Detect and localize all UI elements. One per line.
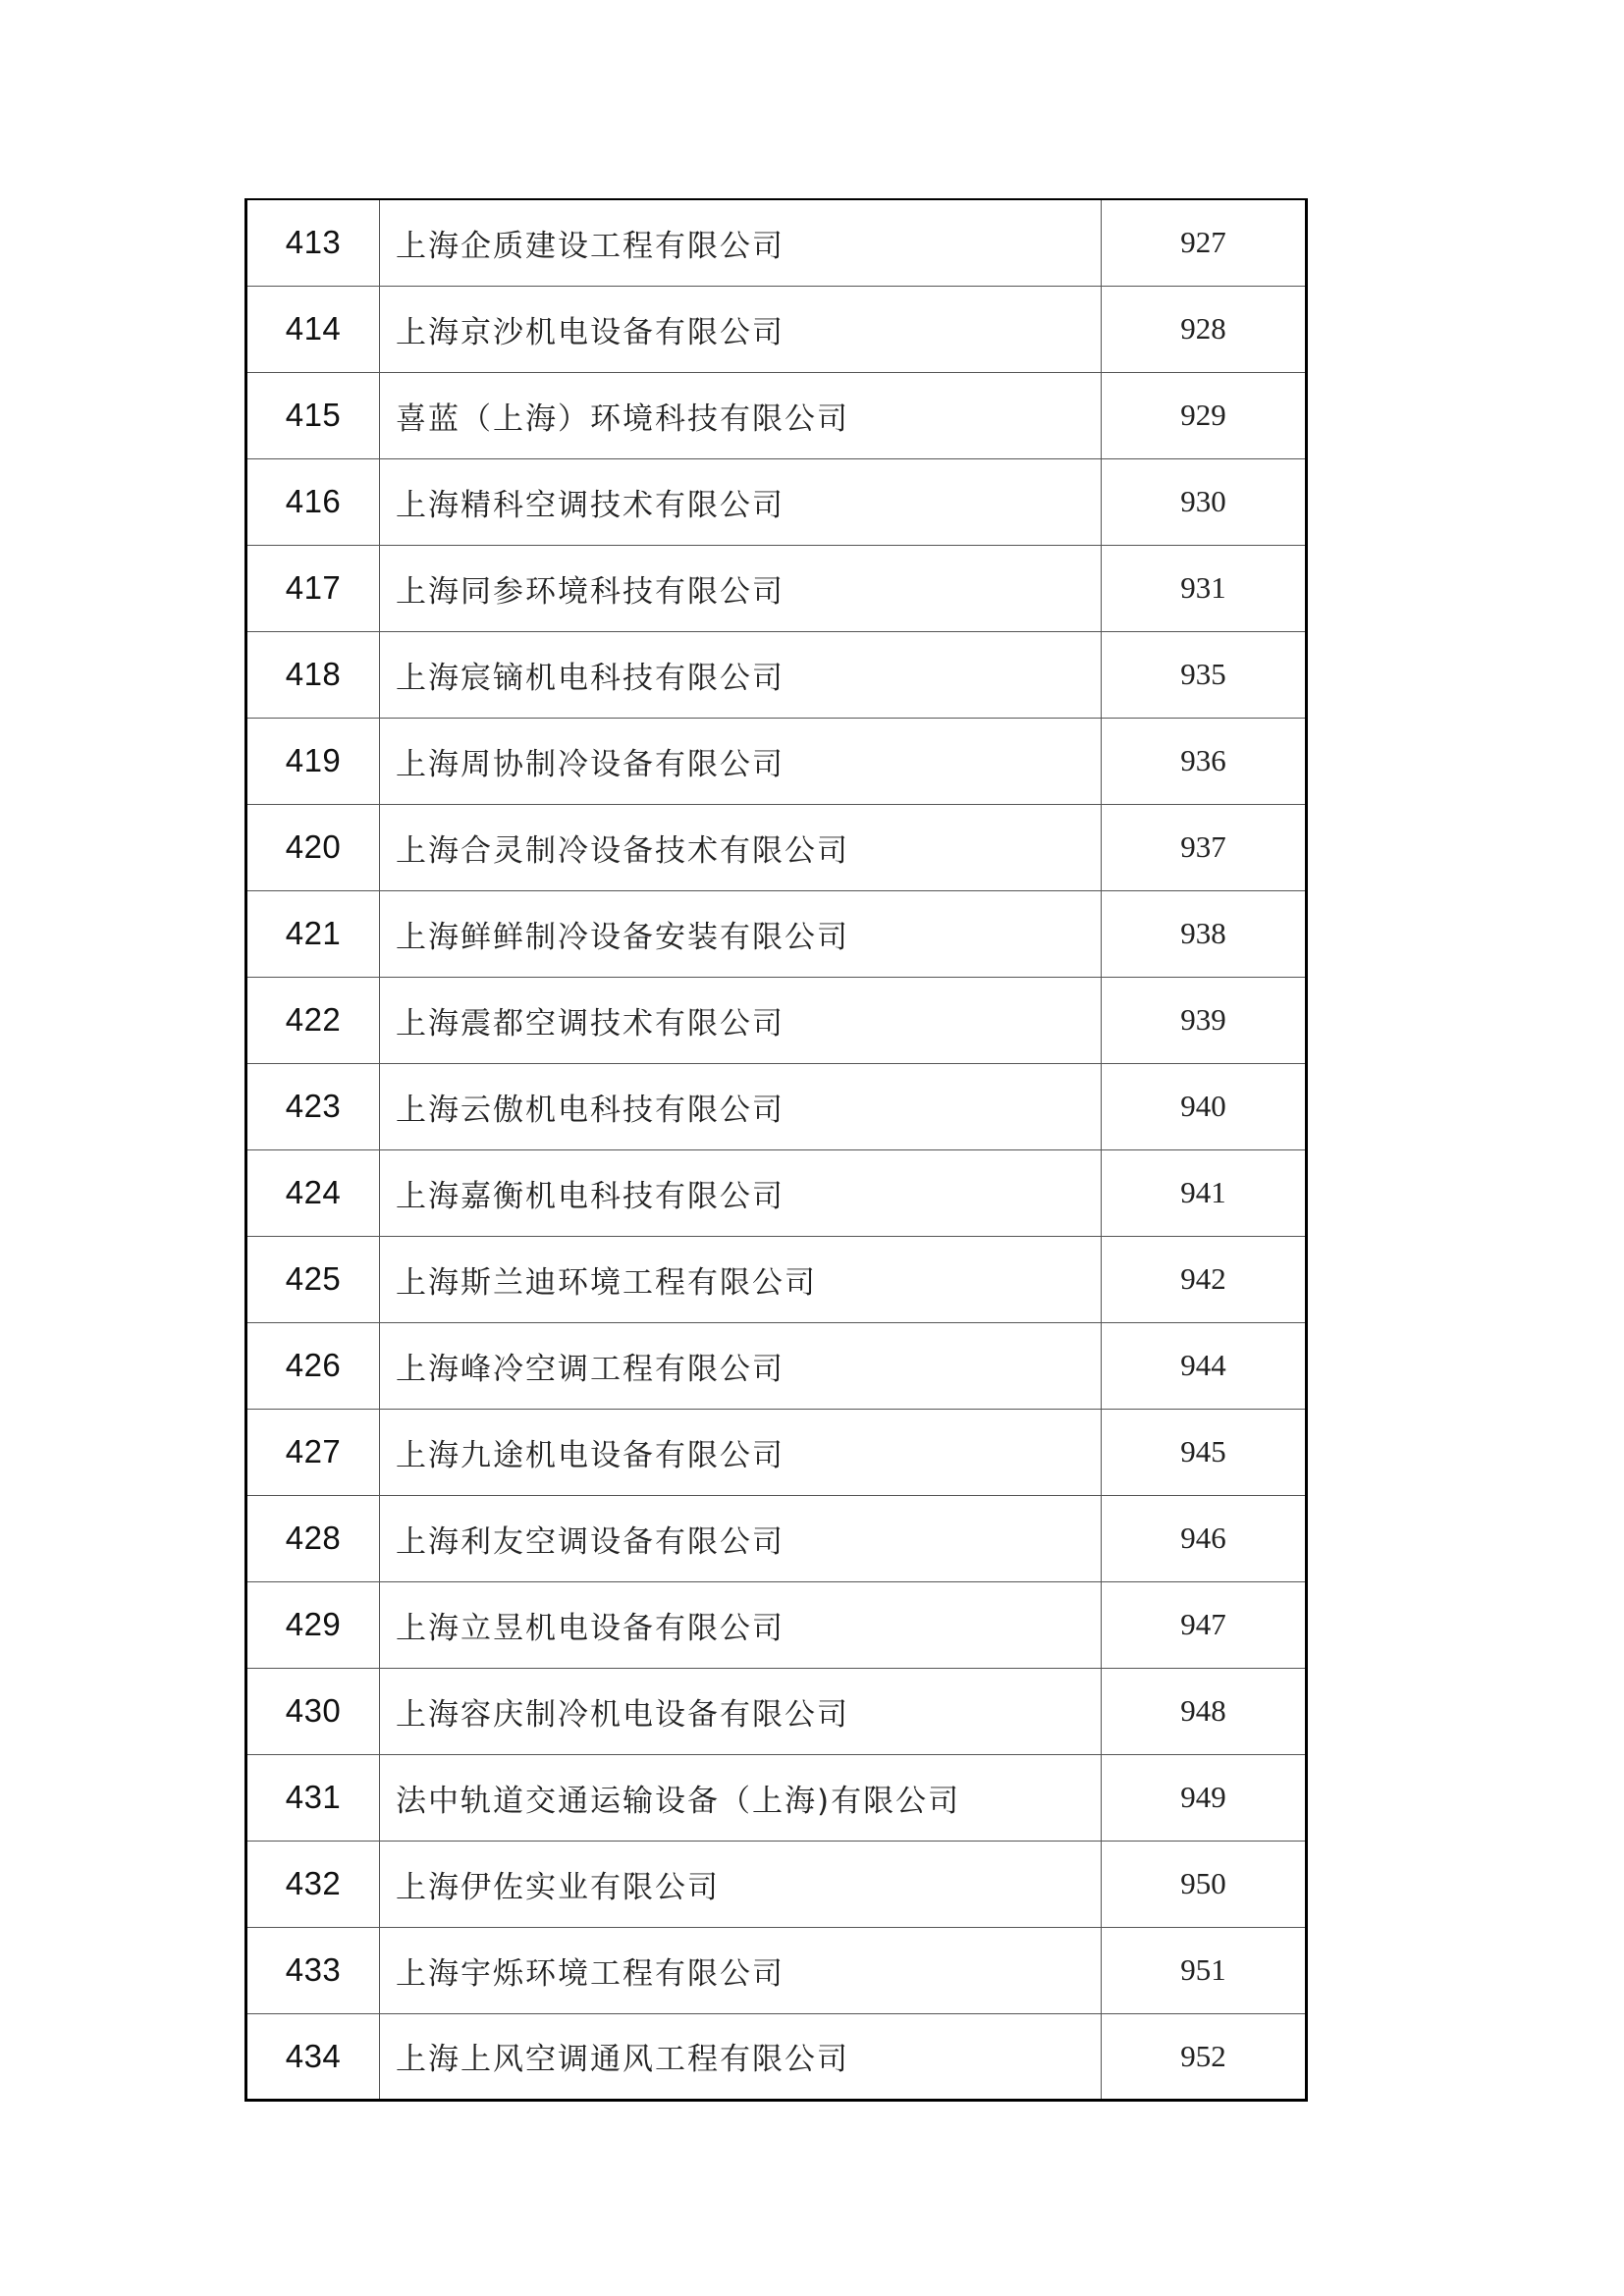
row-index: 416 bbox=[246, 458, 380, 545]
table-row bbox=[246, 2013, 1307, 2100]
company-code: 937 bbox=[1102, 804, 1307, 890]
company-name: 上海精科空调技术有限公司 bbox=[380, 458, 1102, 545]
row-index: 415 bbox=[246, 372, 380, 458]
row-index: 425 bbox=[246, 1236, 380, 1322]
company-code: 936 bbox=[1102, 718, 1307, 804]
row-index: 428 bbox=[246, 1495, 380, 1581]
company-name: 上海上风空调通风工程有限公司 bbox=[380, 2013, 1102, 2100]
company-name: 上海嘉衡机电科技有限公司 bbox=[380, 1149, 1102, 1236]
company-code: 941 bbox=[1102, 1149, 1307, 1236]
table-row bbox=[246, 718, 1307, 804]
company-name: 上海立昱机电设备有限公司 bbox=[380, 1581, 1102, 1668]
table-row bbox=[246, 1149, 1307, 1236]
row-index: 433 bbox=[246, 1927, 380, 2013]
company-code: 930 bbox=[1102, 458, 1307, 545]
table-row bbox=[246, 372, 1307, 458]
row-index: 430 bbox=[246, 1668, 380, 1754]
table-row bbox=[246, 458, 1307, 545]
row-index: 434 bbox=[246, 2013, 380, 2100]
company-name: 上海伊佐实业有限公司 bbox=[380, 1841, 1102, 1927]
table-row bbox=[246, 1063, 1307, 1149]
table-row bbox=[246, 631, 1307, 718]
company-code: 927 bbox=[1102, 199, 1307, 286]
row-index: 429 bbox=[246, 1581, 380, 1668]
company-name: 上海宇烁环境工程有限公司 bbox=[380, 1927, 1102, 2013]
company-name: 上海京沙机电设备有限公司 bbox=[380, 286, 1102, 372]
company-name: 上海峰冷空调工程有限公司 bbox=[380, 1322, 1102, 1409]
row-index: 431 bbox=[246, 1754, 380, 1841]
table-row bbox=[246, 545, 1307, 631]
table-row bbox=[246, 804, 1307, 890]
company-name: 上海九途机电设备有限公司 bbox=[380, 1409, 1102, 1495]
company-code: 944 bbox=[1102, 1322, 1307, 1409]
company-name: 上海容庆制冷机电设备有限公司 bbox=[380, 1668, 1102, 1754]
company-code: 945 bbox=[1102, 1409, 1307, 1495]
company-code: 949 bbox=[1102, 1754, 1307, 1841]
company-code: 929 bbox=[1102, 372, 1307, 458]
company-code: 940 bbox=[1102, 1063, 1307, 1149]
company-name: 上海合灵制冷设备技术有限公司 bbox=[380, 804, 1102, 890]
row-index: 424 bbox=[246, 1149, 380, 1236]
row-index: 421 bbox=[246, 890, 380, 977]
row-index: 423 bbox=[246, 1063, 380, 1149]
row-index: 426 bbox=[246, 1322, 380, 1409]
company-registry-table bbox=[244, 198, 1308, 2102]
table-row bbox=[246, 977, 1307, 1063]
row-index: 419 bbox=[246, 718, 380, 804]
table-row bbox=[246, 1841, 1307, 1927]
company-name: 上海利友空调设备有限公司 bbox=[380, 1495, 1102, 1581]
company-code: 942 bbox=[1102, 1236, 1307, 1322]
table-row bbox=[246, 1409, 1307, 1495]
row-index: 420 bbox=[246, 804, 380, 890]
row-index: 427 bbox=[246, 1409, 380, 1495]
row-index: 413 bbox=[246, 199, 380, 286]
company-code: 952 bbox=[1180, 2038, 1226, 2073]
table-row bbox=[246, 286, 1307, 372]
company-code: 950 bbox=[1102, 1841, 1307, 1927]
company-code: 948 bbox=[1102, 1668, 1307, 1754]
company-name: 上海云傲机电科技有限公司 bbox=[380, 1063, 1102, 1149]
row-index: 432 bbox=[246, 1841, 380, 1927]
table-row bbox=[246, 1322, 1307, 1409]
company-code: 947 bbox=[1102, 1581, 1307, 1668]
company-code: 946 bbox=[1102, 1495, 1307, 1581]
table-row bbox=[246, 1236, 1307, 1322]
table-body bbox=[246, 199, 1307, 2100]
company-name: 上海周协制冷设备有限公司 bbox=[380, 718, 1102, 804]
table-row bbox=[246, 890, 1307, 977]
table-row bbox=[246, 1495, 1307, 1581]
company-name: 上海鲜鲜制冷设备安装有限公司 bbox=[380, 890, 1102, 977]
company-code: 951 bbox=[1102, 1927, 1307, 2013]
company-name: 上海企质建设工程有限公司 bbox=[380, 199, 1102, 286]
company-code: 928 bbox=[1102, 286, 1307, 372]
row-index: 418 bbox=[246, 631, 380, 718]
table-row bbox=[246, 1754, 1307, 1841]
company-name: 上海斯兰迪环境工程有限公司 bbox=[380, 1236, 1102, 1322]
table-row bbox=[246, 1927, 1307, 2013]
table-row bbox=[246, 1581, 1307, 1668]
company-code: 938 bbox=[1102, 890, 1307, 977]
table-row bbox=[246, 1668, 1307, 1754]
company-code: 939 bbox=[1102, 977, 1307, 1063]
company-code: 931 bbox=[1102, 545, 1307, 631]
row-index: 422 bbox=[246, 977, 380, 1063]
company-name: 上海震都空调技术有限公司 bbox=[380, 977, 1102, 1063]
company-name: 喜蓝（上海）环境科技有限公司 bbox=[380, 372, 1102, 458]
row-index: 417 bbox=[246, 545, 380, 631]
table-row bbox=[246, 199, 1307, 286]
company-name: 上海同参环境科技有限公司 bbox=[380, 545, 1102, 631]
company-name: 上海宸镝机电科技有限公司 bbox=[380, 631, 1102, 718]
company-code: 935 bbox=[1102, 631, 1307, 718]
row-index: 414 bbox=[246, 286, 380, 372]
company-name: 法中轨道交通运输设备（上海)有限公司 bbox=[380, 1754, 1102, 1841]
